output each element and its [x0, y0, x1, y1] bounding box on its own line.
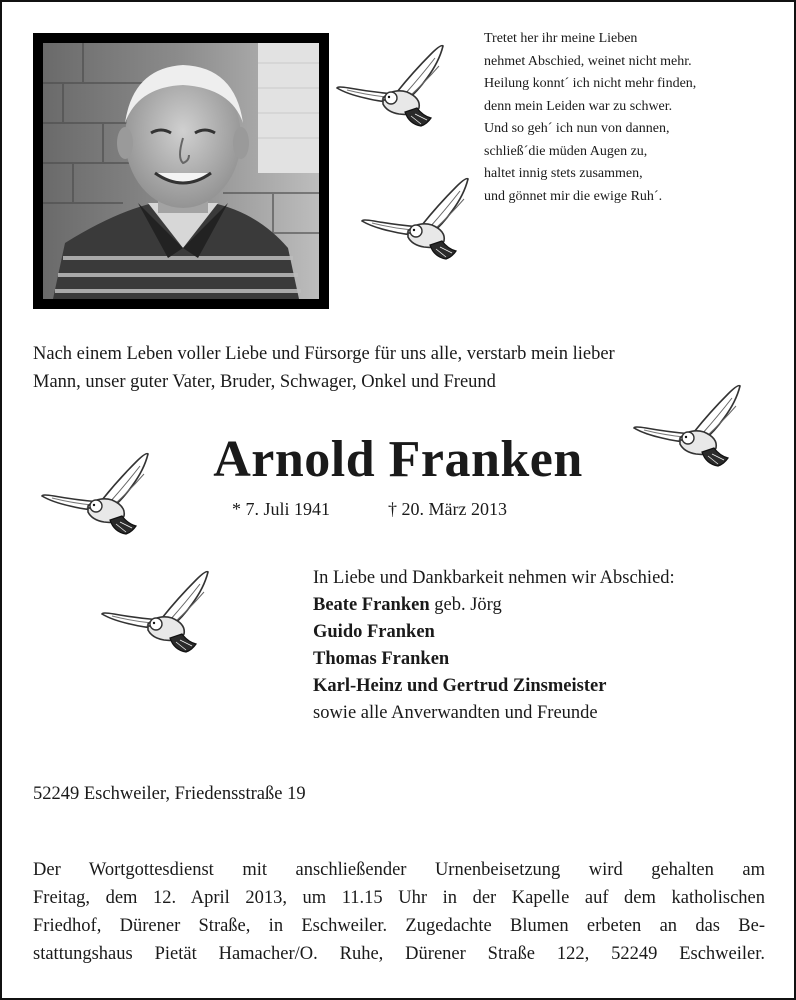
life-dates: [232, 496, 507, 522]
birth-date: * 7. Juli 1941: [232, 499, 331, 519]
member-name: Beate Franken: [313, 595, 430, 615]
dove-icon: [360, 175, 472, 263]
service-line: Freitag, dem 12. April 2013, um 11.15 Uhr in der Kapelle auf dem katholischen: [33, 888, 765, 908]
poem-line: denn mein Leiden war zu schwer.: [484, 98, 673, 114]
family-member: [313, 592, 783, 619]
poem-line: Heilung konnt´ ich nicht mehr finden,: [484, 76, 697, 91]
family-member: [313, 646, 783, 673]
death-date: † 20. März 2013: [388, 499, 507, 519]
poem-line: nehmet Abschied, weinet nicht mehr.: [484, 53, 692, 69]
poem-line: haltet innig stets zusammen,: [484, 166, 643, 181]
member-suffix: geb. Jörg: [429, 595, 502, 615]
poem-line: schließ´die müden Augen zu,: [484, 143, 648, 159]
service-info: [33, 856, 765, 968]
family-member: [313, 619, 783, 646]
service-line: stattungshaus Pietät Hamacher/O. Ruhe, Dürener Straße 122, 52249 Eschweiler.: [33, 944, 765, 964]
member-name: Thomas Franken: [313, 649, 450, 669]
member-name: Karl-Heinz und Gertrud Zinsmeister: [313, 676, 607, 696]
poem: [484, 28, 784, 208]
poem-line: Tretet her ihr meine Lieben: [484, 31, 638, 46]
deceased-name: Arnold Franken: [213, 431, 583, 488]
family-member: [313, 673, 783, 700]
intro-text: [33, 340, 773, 396]
family-closing: sowie alle Anverwandten und Freunde: [313, 703, 598, 723]
portrait-photo: [33, 33, 329, 309]
poem-line: Und so geh´ ich nun von dannen,: [484, 121, 670, 136]
intro-line: Nach einem Leben voller Liebe und Fürsorge für uns alle, verstarb mein lieber: [33, 344, 615, 364]
family-heading: In Liebe und Dankbarkeit nehmen wir Abschied:: [313, 568, 675, 588]
poem-line: und gönnet mir die ewige Ruh´.: [484, 188, 663, 204]
family-block: [313, 565, 783, 727]
service-line: Friedhof, Dürener Straße, in Eschweiler. Zugedachte Blumen erbeten an das Be-: [33, 916, 765, 936]
member-name: Guido Franken: [313, 622, 435, 642]
dove-icon: [100, 568, 212, 656]
dove-icon: [335, 42, 447, 130]
service-line: Der Wortgottesdienst mit anschließender Urnenbeisetzung wird gehalten am: [33, 860, 765, 880]
address: 52249 Eschweiler, Friedensstraße 19: [33, 784, 306, 804]
intro-line: Mann, unser guter Vater, Bruder, Schwager, Onkel und Freund: [33, 372, 496, 392]
